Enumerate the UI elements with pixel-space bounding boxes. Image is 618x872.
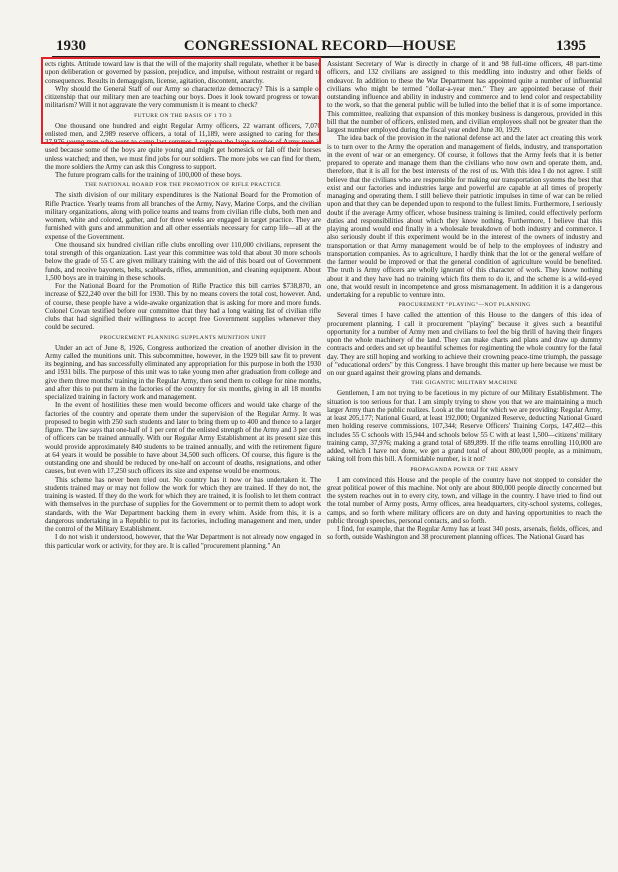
- paragraph: I find, for example, that the Regular Army has at least 340 posts, arsenals, fields, offices, and so forth, outside Washington and 38 procurement planning offices. The National Guard has: [327, 525, 602, 542]
- paragraph: I am convinced this House and the people of the country have not stopped to consider the great political power of this machine. Not only are about 800,000 people directly concerned but the system reaches out in to every city, town, and village in the country. I have tried to find out the total number of Army posts, Army offices, area headquarters, city-school systems, colleges, camps, and so forth where military officers are on duty and having opportunities to reach the public through speeches, personal contacts, and so forth.: [327, 475, 602, 525]
- paragraph: Under an act of June 8, 1926, Congress authorized the creation of another division in the Army called the munitions unit. This subcommittee, however, in the 1929 bill saw fit to prevent its beginning, and has successfully eliminated any appropriation for this purpose in both the 1930 and 1931 bills. The purpose of this unit was to take young men after graduation from college and give them three months' training in the Regular Army, then send them to college for nine months, and after this to put them in the factories of the country for six months, giving in all 18 months specialized training in factory work and management.: [45, 343, 321, 401]
- page-header: [46, 38, 594, 54]
- paragraph: One thousand one hundred and eight Regular Army officers, 22 warrant officers, 7,070 enlisted men, and 2,989 reserve officers, a total of 11,189, were assigned to caring for these 37,976 young men who went to camp last summer. I suppose the large number of Army men is used because some of the boys are quite young and might get homesick or fall off their horses unless watched; and then, we must find jobs for our soldiers. The more jobs we can find for them, the more soldiers the Army can ask this Congress to support.: [45, 121, 321, 171]
- paragraph: Assistant Secretary of War is directly in charge of it and 98 full-time officers, 48 part-time officers, and 132 civilians are assigned to this meddling into industry and other fields of endeavor. In addition to these the War Department has appointed quite a number of influential civilians who might be termed "dollar-a-year men." They are appointed because of their outstanding influence and ability in industry and commerce and to lend color and respectability to the work, so that the general public will be lulled into the belief that it is of some importance. This committee, realizing that expansion of this monkey business is dangerous, provided in this bill that the number of officers, enlisted men, and civilian employees shall not be greater than the largest number employed during the fiscal year ended June 30, 1929.: [327, 60, 602, 134]
- highlight-box: [41, 57, 321, 144]
- paragraph: Gentlemen, I am not trying to be facetious in my picture of our Military Establishment. The situation is too serious for that. I am simply trying to show you that we are maintaining a much larger Army than the public realizes. Look at the total for which we are providing: Regular Army, at least 205,177; National Guard, at least 192,000; Organized Reserve, deducting National Guard men holding reserve commissions, 107,344; Reserve Officers' Training Corps, 147,402—this includes 55 C schools with 15,944 and schools below 55 C with at least 1,500—citizens' military training camp, 37,976; making a grand total of 689,899. If the rifle teams enrolling 110,000 are added, which I have not done, we get a grand total of about 800,000 people, as a minimum, taking toll from this bill. A formidable number, is it not?: [327, 389, 602, 464]
- right-column: [327, 60, 602, 542]
- paragraph: Several times I have called the attention of this House to the dangers of this idea of procurement planning. I call it procurement "playing" because it gives such a beautiful opportunity for a number of Army men and civilians to feel the big thrill of having their fingers upon the whole machinery of the land. They can make charts and plans and draw up dummy contracts and orders and set up beautiful schemes for regimenting the whole country for the fatal day. They are still hoping and working to achieve their crowning peace-time triumph, the passage of "educational orders" by this Congress. I have brought this matter up here because we must be on our guard against their growing plans and demands.: [327, 311, 602, 377]
- page-number-left: 1930: [56, 38, 86, 54]
- section-heading: FUTURE ON THE BASIS OF 1 TO 3: [134, 112, 232, 119]
- page-number-right: 1395: [556, 38, 586, 54]
- section-heading: THE GIGANTIC MILITARY MACHINE: [411, 380, 518, 387]
- paragraph: The sixth division of our military expenditures is the National Board for the Promotion of Rifle Practice. Yearly teams from all branches of the Army, Navy, Marine Corps, and the civilian military organizations, along with police teams and teams from civilian rifle clubs, both men and women, white and colored, gather, and for three weeks are engaged in target practice. They are furnished with guns and ammunition and all other essentials necessary for camp life—all at the expense of the Government.: [45, 191, 321, 241]
- section-heading: PROCUREMENT PLANNING SUPPLANTS MUNITION UNIT: [99, 334, 267, 341]
- paragraph: The idea back of the provision in the national defense act and the later act creating this work is to turn over to the Army the operation and management of fields, industry, and transportation in the event of war or an emergency. Of course, it follows that the Army feels that it is better prepared to operate and manage them than the civilians who now own and operate them, and, therefore, that it is all for the best interests of the rest of us. With this idea I do not agree. I still believe that the civilians who are responsible for making our transportation systems the best that exist and our factories and industries large and powerful are capable at all times of properly managing and operating them. I still believe their patriotic impulses in time of war can be relied upon and that they can be depended upon to respond to the fullest limits. Furthermore, I seriously doubt if the average Army officer, whose business training is limited, could effectively perform duties and responsibilities about which they know nothing. Furthermore, I believe that this playing around would end finally in a wholesale breakdown of both industry and commerce. I also seriously doubt if this experiment would be in the interest of the owners of industry and transportation or that Army management would be of help to the employees of industry and transportation companies. As to agriculture, I hardly think that the lot or the general welfare of the farmer would be improved or that the general condition of agriculture would be benefited. The truth is Army officers are wholly ignorant of this character of work. They know nothing about it and they have had no training which fits them to do it, and the scheme is a wild-eyed one, that would result in incompetence and gross mismanagement. In addition it is a dangerous undertaking for a republic to venture into.: [327, 134, 602, 299]
- paragraph: The future program calls for the training of 100,000 of these boys.: [55, 171, 242, 179]
- section-heading: THE NATIONAL BOARD FOR THE PROMOTION OF RIFLE PRACTICE: [85, 182, 281, 189]
- paragraph: This scheme has never been tried out. No country has it now or has undertaken it. The students trained may or may not follow the work for which they are trained. If they do not, the training is wasted. If they do the work for which they are trained, it is foolish to let them contract with themselves in the purchase of supplies for the Government or to permit them to adopt work standards, with the War Department backing them in every whim. Aside from this, it is a dangerous undertaking in a Republic to put its factories, including management and men, under the control of the Military Establishment.: [45, 475, 321, 533]
- paragraph: For the National Board for the Promotion of Rifle Practice this bill carries $738,870, an increase of $22,240 over the bill for 1930. This by no means covers the total cost, however. And, of course, these people have a wide-awake organization that is asking for more and more funds. Colonel Cowan testified before our committee that they had a long waiting list of civilian rifle clubs that had signified their willingness to accept free Government supplies whenever they could be secured.: [45, 282, 321, 332]
- paragraph: Why should the General Staff of our Army so characterize democracy? This is a sample of citizenship that our military men are teaching our boys. Does it look toward progress or toward militarism? Will it not aggravate the very communism it is meant to check?: [45, 84, 321, 110]
- paragraph: In the event of hostilities these men would become officers and would take charge of the factories of the country and operate them under the supervision of the Regular Army. It was proposed to begin with 250 such students and later to bring them up to 400 and thence to a larger figure. The law says that one-half of 1 per cent of the enlisted strength of the Army and 3 per cent of officers can be trained annually. With our Regular Army Establishment at its present size this would provide approximately 840 students to be trained annually, and with the retirement figure at 64 years it would be possible to have about 34,500 such officers. Of course, this figure is the outstanding one and should be reduced by one-half on account of deaths, resignations, and other causes, but even with 17,250 such officers its size and expense would be enormous.: [45, 401, 321, 476]
- page-title: CONGRESSIONAL RECORD—HOUSE: [183, 38, 457, 54]
- paragraph: I do not wish it understood, however, that the War Department is not already now engaged in this particular work or activity, for they are. It is called "procurement planning." An: [45, 533, 321, 550]
- paragraph: ects rights. Attitude toward law is that the will of the majority shall regulate, whether it be based upon deliberation or governed by passion, prejudice, and impulse, without restraint or regard to consequences. Results in demagogism, license, agitation, discontent, anarchy.: [45, 60, 321, 85]
- section-heading: PROCUREMENT "PLAYING"—NOT PLANNING: [398, 302, 531, 309]
- section-heading: PROPAGANDA POWER OF THE ARMY: [410, 466, 519, 473]
- paragraph: One thousand six hundred civilian rifle clubs enrolling over 110,000 civilians, represent the total strength of this organization. Last year this committee was told that about 30 more schools below the grade of 55 C are given military training with the aid of this board out of Government funds, and receive bayonets, belts, scabbards, rifles, ammunition, and cleaning equipment. About 1,500 boys are in training in these schools.: [45, 240, 321, 282]
